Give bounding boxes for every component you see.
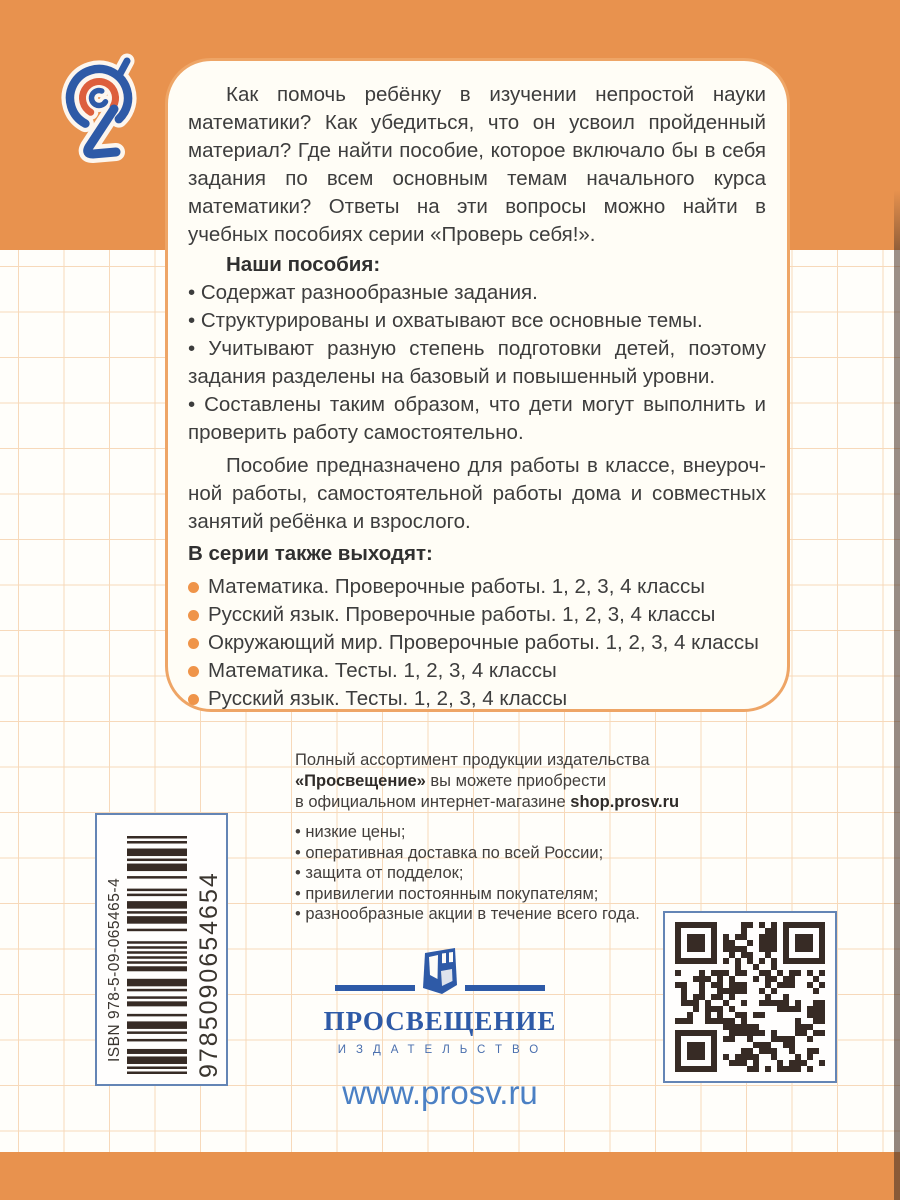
list-item: • Составлены таким образом, что дети могут выполнить и проверить работу самостоятельно. xyxy=(188,391,766,447)
benefits-list xyxy=(295,822,715,925)
orange-bullet-icon xyxy=(188,638,199,649)
intro-paragraph: Как помочь ребёнку в изучении непростой науки математики? Как убедиться, что он усвоил пройденный материал? Где найти пособие, которое включало бы в себя задания по всем основным темам начального курса математики? Ответы на эти вопросы можно найти в учебных пособиях серии «Проверь себя!». xyxy=(188,83,766,246)
orange-bullet-icon xyxy=(188,694,199,705)
isbn-barcode-box xyxy=(95,813,228,1086)
publisher-logo xyxy=(320,946,560,1112)
benefit-item: • оперативная доставка по всей России; xyxy=(295,843,715,864)
series-heading: В серии также выходят: xyxy=(188,542,433,565)
benefit-item: • защита от подделок; xyxy=(295,863,715,884)
publisher-name: ПРОСВЕЩЕНИЕ xyxy=(323,1006,557,1036)
publisher-subtitle: ИЗДАТЕЛЬСТВО xyxy=(337,1044,549,1056)
orange-bullet-icon xyxy=(188,666,199,677)
qr-code-icon xyxy=(675,922,825,1072)
back-cover-text-panel xyxy=(165,58,790,712)
isbn-number: 9785090654654 xyxy=(194,871,223,1078)
barcode-bars-icon xyxy=(127,815,192,1088)
scan-edge-shadow xyxy=(894,190,900,1200)
series-list-item: Математика. Проверочные работы. 1, 2, 3, 4 классы xyxy=(188,573,766,601)
list-item: • Учитывают разную степень подготовки детей, поэтому задания разделены на базовый и повышенный уровни. xyxy=(188,335,766,391)
benefit-item: • низкие цены; xyxy=(295,822,715,843)
logo-left-rule xyxy=(335,985,415,991)
store-info xyxy=(295,750,715,925)
series-list-item: Русский язык. Тесты. 1, 2, 3, 4 классы xyxy=(188,685,766,713)
store-line-3: в официальном интернет-магазине shop.prosv.ru xyxy=(295,793,680,811)
publisher-website: www.prosv.ru xyxy=(342,1074,538,1111)
store-line-1: Полный ассортимент продукции издательства xyxy=(295,751,650,769)
series-grade2-logo-icon xyxy=(56,52,142,172)
orange-bullet-icon xyxy=(188,582,199,593)
list-item: • Содержат разнообразные задания. xyxy=(188,279,766,307)
logo-right-rule xyxy=(465,985,545,991)
publisher-brand-text: «Просвещение» xyxy=(295,772,426,790)
purpose-paragraph: Пособие предназначено для работы в классе, внеурочной работы, самостоятельной работы дома и совместных занятий ребёнка и взрослого. xyxy=(188,454,766,533)
series-list-item: Русский язык. Проверочные работы. 1, 2, 3, 4 классы xyxy=(188,601,766,629)
publisher-emblem-icon xyxy=(419,946,461,1001)
store-line-2: «Просвещение» вы можете приобрести xyxy=(295,772,607,790)
shop-url-text: shop.prosv.ru xyxy=(570,793,680,811)
our-aids-heading: Наши пособия: xyxy=(226,253,381,276)
qr-code-box xyxy=(663,911,837,1083)
orange-bullet-icon xyxy=(188,610,199,621)
isbn-label: ISBN 978-5-09-065465-4 xyxy=(105,877,123,1062)
list-item: • Структурированы и охватывают все основные темы. xyxy=(188,307,766,335)
benefit-item: • привилегии постоянным покупателям; xyxy=(295,884,715,905)
our-aids-list xyxy=(188,279,766,447)
series-list xyxy=(188,573,766,713)
series-list-item: Математика. Тесты. 1, 2, 3, 4 классы xyxy=(188,657,766,685)
series-list-item: Окружающий мир. Проверочные работы. 1, 2, 3, 4 классы xyxy=(188,629,766,657)
benefit-item: • разнообразные акции в течение всего года. xyxy=(295,904,715,925)
